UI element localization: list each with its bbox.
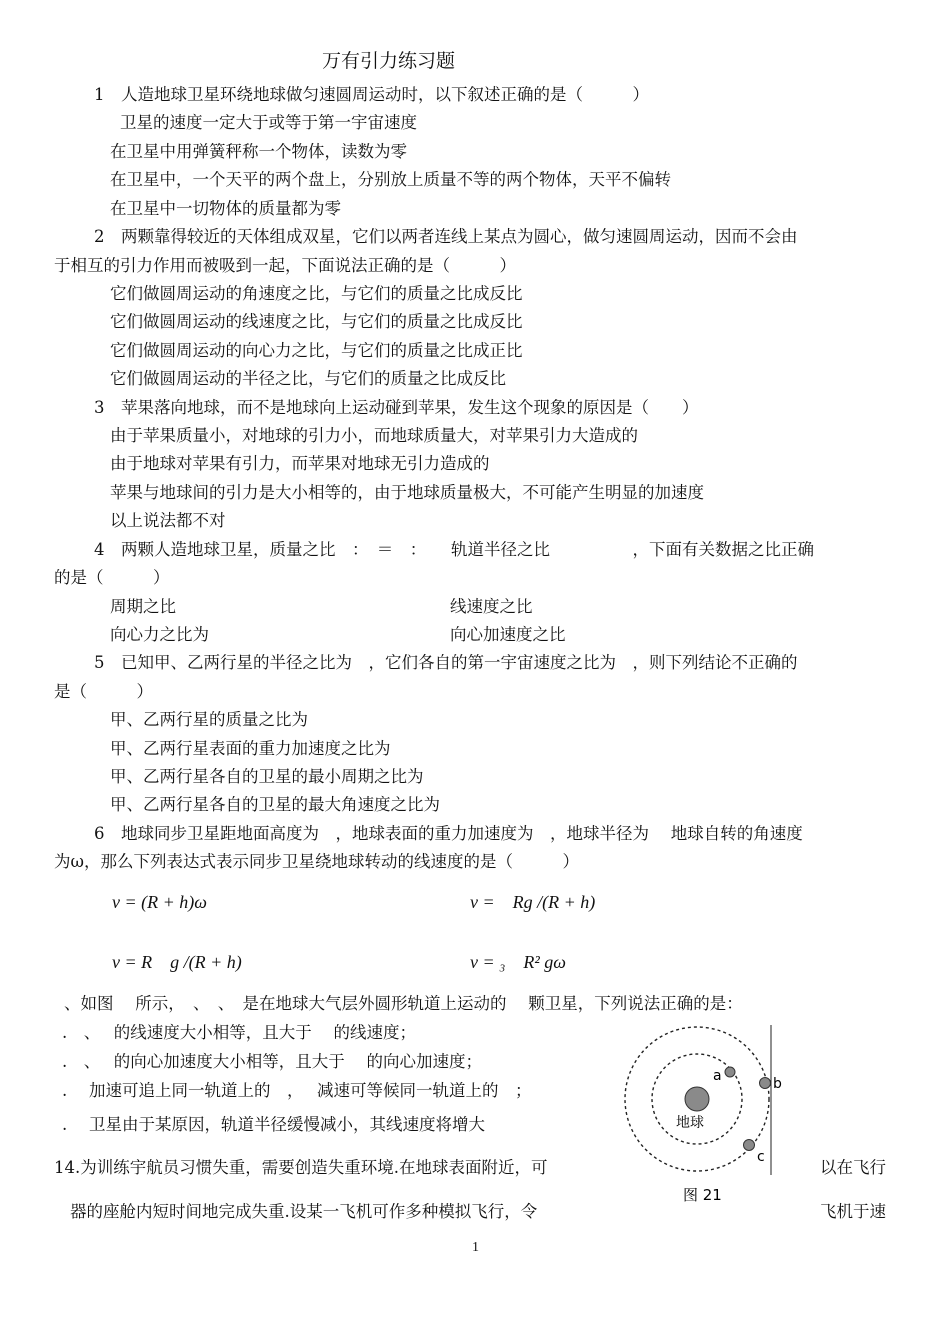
satellite-c-icon [744,1140,755,1151]
q1-option-b: 在卫星中用弹簧秤称一个物体，读数为零 [110,142,407,161]
q3-option-d: 以上说法都不对 [110,511,226,530]
label-b: b [773,1076,782,1092]
orbit-figure [600,1015,800,1210]
earth-label: 地球 [676,1115,704,1131]
q14-line1-right: 以在飞行 [820,1158,886,1177]
q4-stem-line1: 4 两颗人造地球卫星，质量之比 ： ＝ ： 轨道半径之比 ，下面有关数据之比正确 [94,540,814,559]
satellite-a-icon [725,1067,735,1077]
q2-stem-line2: 于相互的引力作用而被吸到一起，下面说法正确的是（ ） [54,256,516,275]
q6-stem-line1: 6 地球同步卫星距地面高度为 ，地球表面的重力加速度为 ，地球半径为 地球自转的角速度 [94,824,803,843]
q14-line1-left: 14.为训练宇航员习惯失重，需要创造失重环境.在地球表面附近，可 [54,1158,548,1177]
q14-line2-left: 器的座舱内短时间地完成失重.设某一飞机可作多种模拟飞行，令 [70,1202,538,1221]
q7-option-b: . 、 的向心加速度大小相等，且大于 的向心加速度； [62,1052,482,1071]
earth-icon [685,1087,709,1111]
figure-caption: 图 21 [683,1186,722,1204]
q4-stem-line2: 的是（ ） [54,568,170,587]
satellite-b-icon [760,1078,771,1089]
page-number: 1 [472,1240,479,1255]
q5-stem-line1: 5 已知甲、乙两行星的半径之比为 ，它们各自的第一宇宙速度之比为 ，则下列结论不正确的 [94,653,798,672]
q7-stem: 、如图 所示， 、 、 是在地球大气层外圆形轨道上运动的 颗卫星，下列说法正确的是： [64,994,743,1013]
q1-option-d: 在卫星中一切物体的质量都为零 [110,199,341,218]
q2-option-c: 它们做圆周运动的向心力之比，与它们的质量之比成正比 [110,341,523,360]
q4-option-b: 线速度之比 [450,597,533,616]
q6-formula-a: v = (R + h)ω [112,892,207,912]
q7-option-c: . 加速可追上同一轨道上的 ， 减速可等候同一轨道上的 ； [62,1081,532,1100]
q5-option-b: 甲、乙两行星表面的重力加速度之比为 [110,739,391,758]
q1-option-c: 在卫星中，一个天平的两个盘上，分别放上质量不等的两个物体，天平不偏转 [110,170,671,189]
q3-option-c: 苹果与地球间的引力是大小相等的，由于地球质量极大，不可能产生明显的加速度 [110,483,704,502]
q3-option-a: 由于苹果质量小，对地球的引力小，而地球质量大，对苹果引力大造成的 [110,426,638,445]
q7-option-a: . 、 的线速度大小相等，且大于 的线速度； [62,1023,416,1042]
q4-option-d: 向心加速度之比 [450,625,566,644]
q2-option-a: 它们做圆周运动的角速度之比，与它们的质量之比成反比 [110,284,523,303]
q5-option-a: 甲、乙两行星的质量之比为 [110,710,308,729]
q5-option-c: 甲、乙两行星各自的卫星的最小周期之比为 [110,767,424,786]
q3-stem: 3 苹果落向地球，而不是地球向上运动碰到苹果，发生这个现象的原因是（ ） [94,398,699,417]
q4-option-c: 向心力之比为 [110,625,209,644]
label-c: c [757,1149,765,1165]
q2-option-d: 它们做圆周运动的半径之比，与它们的质量之比成反比 [110,369,506,388]
q4-option-a: 周期之比 [110,597,176,616]
q2-stem-line1: 2 两颗靠得较近的天体组成双星，它们以两者连线上某点为圆心，做匀速圆周运动，因而不会由 [94,227,798,246]
q6-formula-c: v = R g /(R + h) [112,952,242,972]
q2-option-b: 它们做圆周运动的线速度之比，与它们的质量之比成反比 [110,312,523,331]
label-a: a [713,1068,722,1084]
q1-option-a: 卫星的速度一定大于或等于第一宇宙速度 [120,113,417,132]
q6-stem-line2: 为ω，那么下列表达式表示同步卫星绕地球转动的线速度的是（ ） [54,852,579,871]
page-title: 万有引力练习题 [322,50,456,72]
q1-stem: 1 人造地球卫星环绕地球做匀速圆周运动时，以下叙述正确的是（ ） [94,85,649,104]
q3-option-b: 由于地球对苹果有引力，而苹果对地球无引力造成的 [110,454,490,473]
q5-option-d: 甲、乙两行星各自的卫星的最大角速度之比为 [110,795,440,814]
q6-formula-d: v = ₃ R² gω [470,952,566,972]
q7-option-d: . 卫星由于某原因，轨道半径缓慢减小，其线速度将增大 [62,1115,485,1134]
q5-stem-line2: 是（ ） [54,682,153,701]
q6-formula-b: v = Rg /(R + h) [470,892,596,912]
q14-line2-right: 飞机于速 [820,1202,886,1221]
